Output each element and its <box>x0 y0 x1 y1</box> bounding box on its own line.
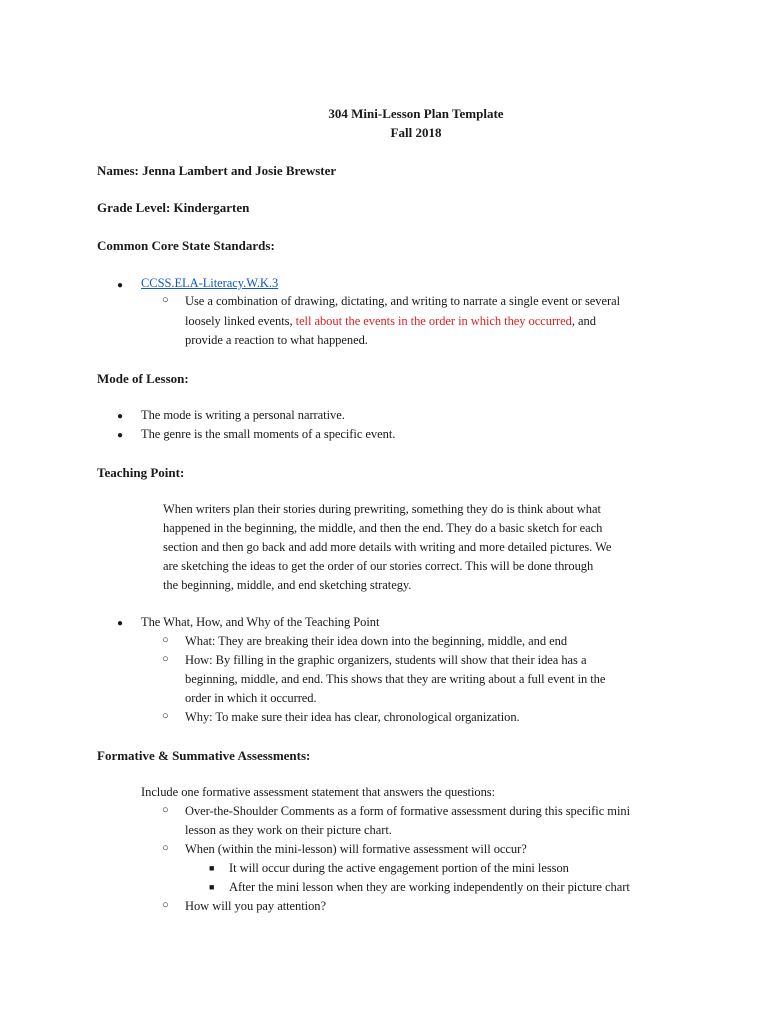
mode-heading: Mode of Lesson: <box>97 371 189 386</box>
grade-level-line: Grade Level: Kindergarten <box>97 200 250 215</box>
standard-text-line1: Use a combination of drawing, dictating, and writing to narrate a single event or several <box>185 294 620 308</box>
circle-bullet-icon: ○ <box>162 653 169 665</box>
teaching-point-sub-item-cont: order in which it occurred. <box>185 691 317 705</box>
assessment-item: When (within the mini-lesson) will formative assessment will occur? <box>185 842 527 856</box>
teaching-point-sub-item: Why: To make sure their idea has clear, chronological organization. <box>185 710 520 724</box>
names-line: Names: Jenna Lambert and Josie Brewster <box>97 163 337 178</box>
teaching-point-paragraph-line: section and then go back and add more details with writing and more detailed pictures. We <box>163 540 612 554</box>
standard-text-plain: loosely linked events, <box>185 314 296 328</box>
standard-link[interactable] <box>141 276 278 291</box>
bullet-icon: ● <box>117 430 124 441</box>
assessment-sub-item: After the mini lesson when they are working independently on their picture chart <box>229 880 630 894</box>
square-bullet-icon: ■ <box>209 863 215 873</box>
standard-text-highlight: tell about the events in the order in which they occurred <box>295 314 572 328</box>
teaching-point-sub-item: What: They are breaking their idea down into the beginning, middle, and end <box>185 634 568 648</box>
circle-bullet-icon: ○ <box>162 804 169 816</box>
bullet-icon: ● <box>117 280 124 291</box>
square-bullet-icon: ■ <box>209 882 215 892</box>
assessment-sub-item: It will occur during the active engagement portion of the mini lesson <box>229 861 569 875</box>
assessment-item: Over-the-Shoulder Comments as a form of formative assessment during this specific mini <box>185 804 631 818</box>
teaching-point-paragraph-line: When writers plan their stories during prewriting, something they do is think about what <box>163 502 601 516</box>
teaching-point-sub-item-cont: beginning, middle, and end. This shows that they are writing about a full event in the <box>185 672 606 686</box>
mode-item: The mode is writing a personal narrative. <box>141 408 345 422</box>
circle-bullet-icon: ○ <box>162 899 169 911</box>
teaching-point-heading: Teaching Point: <box>97 465 185 480</box>
standard-text-plain-end: , and <box>571 314 596 328</box>
assessments-heading: Formative & Summative Assessments: <box>97 748 311 763</box>
assessments-intro: Include one formative assessment statement that answers the questions: <box>141 785 496 799</box>
mode-item: The genre is the small moments of a specific event. <box>141 427 396 441</box>
circle-bullet-icon: ○ <box>162 710 169 722</box>
document-title: 304 Mini-Lesson Plan Template <box>328 106 504 121</box>
bullet-icon: ● <box>117 411 124 422</box>
standard-link-text[interactable]: CCSS.ELA-Literacy.W.K.3 <box>141 276 279 290</box>
standards-heading: Common Core State Standards: <box>97 238 275 253</box>
teaching-point-paragraph-line: happened in the beginning, the middle, and then the end. They do a basic sketch for each <box>163 521 603 535</box>
teaching-point-paragraph-line: are sketching the ideas to get the order of our stories correct. This will be done through <box>163 559 594 573</box>
teaching-point-bullet: The What, How, and Why of the Teaching Point <box>141 615 380 629</box>
assessment-item: How will you pay attention? <box>185 899 326 913</box>
assessment-item-cont: lesson as they work on their picture chart. <box>185 823 392 837</box>
teaching-point-sub-item: How: By filling in the graphic organizers, students will show that their idea has a <box>185 653 587 667</box>
bullet-icon: ● <box>117 618 124 629</box>
standard-text-line2 <box>185 314 596 329</box>
circle-bullet-icon: ○ <box>162 294 169 306</box>
document-term: Fall 2018 <box>390 125 442 140</box>
teaching-point-paragraph-line: the beginning, middle, and end sketching strategy. <box>163 578 412 592</box>
circle-bullet-icon: ○ <box>162 842 169 854</box>
standard-text-line3: provide a reaction to what happened. <box>185 333 368 347</box>
circle-bullet-icon: ○ <box>162 634 169 646</box>
